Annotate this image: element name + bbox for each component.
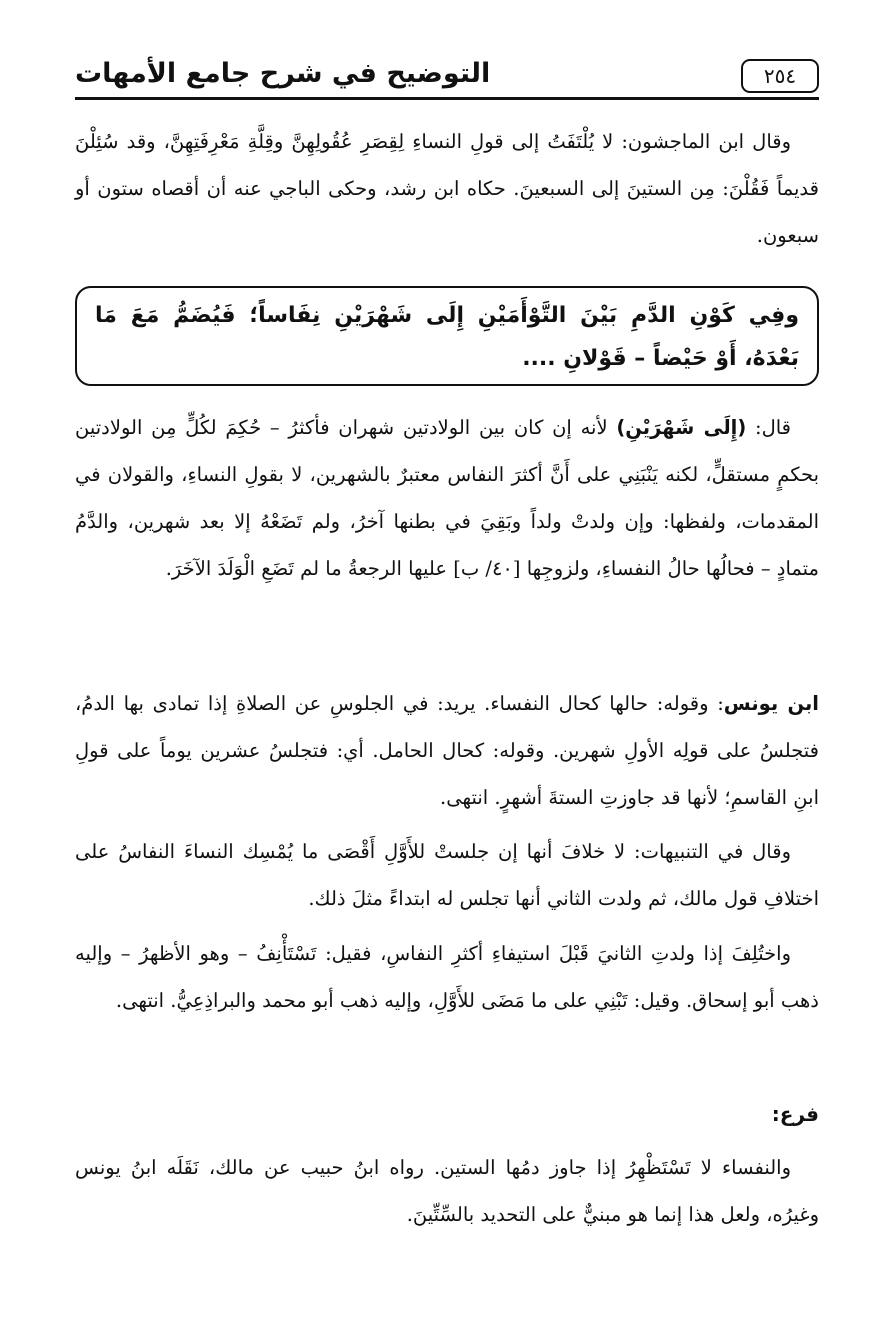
cited-scholar-name: ابن يونس — [723, 692, 819, 715]
paragraph-nufasa: والنفساء لا تَسْتَظْهِرُ إذا جاوز دمُها الستين. رواه ابنُ حبيب عن مالك، نَقَلَه ابنُ يونس وغيرُه، ولعل هذا إنما هو مبنيٌّ على التحديد بالسِّتِّينَ. — [75, 1156, 819, 1226]
commentary-lead: قال: — [746, 416, 791, 439]
ibn-yunus-body: : وقوله: حالها كحال النفساء. يريد: في الجلوسِ عن الصلاةِ إذا تمادى بها الدمُ، فتجلسُ على قولِه الأولِ شهرين. وقوله: كحال الحامل. أي: فتجلسُ عشرين يوماً على قولِ ابنِ القاسمِ؛ لأنها قد جاوزتِ الستةَ أشهرٍ. انتهى. — [75, 692, 819, 809]
page-header — [75, 56, 819, 96]
page-number: ٢٥٤ — [741, 59, 819, 93]
paragraph-ibn-yunus — [75, 680, 819, 821]
page-title: التوضيح في شرح جامع الأمهات — [75, 58, 491, 89]
subheading-far: فرع: — [771, 1102, 819, 1126]
commentary-body: لأنه إن كان بين الولادتين شهران فأكثرُ – حُكِمَ لكُلٍّ مِن الولادتين بحكمٍ مستقلٍّ، لكنه يَنْبَنِي على أَنَّ أكثرَ النفاس معتبرٌ بالشهرين، لا بقولِ النساءِ، والقولان في المقدمات، ولفظها: وإن ولدتْ ولداً وبَقِيَ في بطنها آخرُ، ولم تَضَعْهُ إلا بعد شهرين، والدَّمُ متمادٍ – فحالُها حالُ النفساءِ، ولزوجِها [٤٠/ ب] عليها الرجعةُ ما لم تَضَعِ الْوَلَدَ الآخَرَ. — [75, 416, 819, 580]
subheading-block — [75, 1094, 819, 1138]
matn-text-box: وفِي كَوْنِ الدَّمِ بَيْنَ التَّوْأَمَيْنِ إِلَى شَهْرَيْنِ نِفَاساً؛ فَيُضَمُّ مَعَ مَا بَعْدَهُ، أَوْ حَيْضاً – قَوْلانِ .... — [75, 286, 819, 386]
paragraph-ibn-majishun: وقال ابن الماجشون: لا يُلْتَفَتُ إلى قولِ النساءِ لِقِصَرِ عُقُولِهِنَّ وقِلَّةِ مَعْرِفَتِهِنَّ، وقد سُئِلْنَ قديماً فَقُلْنَ: مِن الستينَ إلى السبعينَ. حكاه ابن رشد، وحكى الباجي عنه أن أقصاه ستون أو سبعون. — [75, 130, 819, 247]
paragraph-ikhtilaf: واختُلِفَ إذا ولدتِ الثانيَ قَبْلَ استيفاءِ أكثرِ النفاسِ، فقيل: تَسْتَأْنِفُ – وهو الأظهرُ – وإليه ذهب أبو إسحاق. وقيل: تَبْنِي على ما مَضَى للأَوَّلِ، وإليه ذهب أبو محمد والبراذِعِيُّ. انتهى. — [75, 942, 819, 1012]
quoted-matn-term: (إِلَى شَهْرَيْنِ) — [616, 416, 747, 439]
paragraph-tanbihat: وقال في التنبيهات: لا خلافَ أنها إن جلستْ للأَوَّلِ أَقْصَى ما يُمْسِك النساءَ النفاسُ على اختلافِ قول مالك، ثم ولدت الثاني أنها تجلس له ابتداءً مثلَ ذلك. — [75, 840, 819, 910]
header-rule — [75, 97, 819, 100]
paragraph-commentary — [75, 404, 819, 592]
